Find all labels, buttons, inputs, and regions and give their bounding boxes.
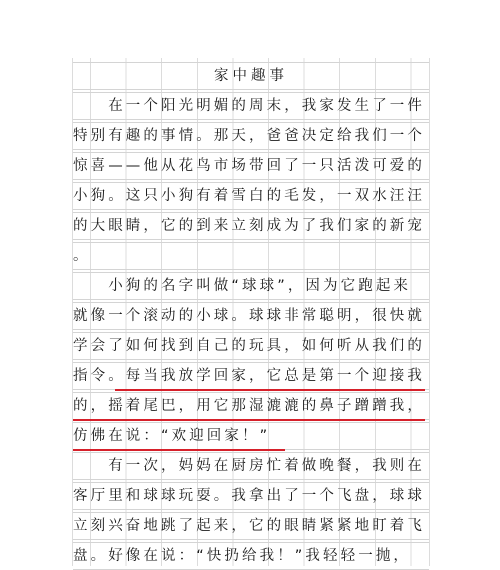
text-line: 。 bbox=[73, 248, 91, 264]
essay-title: 家中趣事 bbox=[214, 68, 288, 84]
text-line: 小狗。这只小狗有着雪白的毛发，一双水汪汪 bbox=[73, 188, 425, 204]
text-line: 立刻兴奋地跳了起来，它的眼睛紧紧地盯着飞 bbox=[73, 518, 425, 534]
text-row bbox=[73, 272, 429, 300]
text-line: 就像一个滚动的小球。球球非常聪明，很快就 bbox=[73, 308, 425, 324]
text-line: 客厅里和球球玩耍。我拿出了一个飞盘，球球 bbox=[73, 488, 425, 504]
text-line: 的大眼睛，它的到来立刻成为了我们家的新宠 bbox=[73, 218, 425, 234]
text-line: 学会了如何找到自己的玩具，如何听从我们的 bbox=[73, 338, 425, 354]
text-row bbox=[73, 212, 429, 240]
text-row bbox=[73, 302, 429, 330]
text-row bbox=[73, 152, 429, 180]
text-row-highlighted bbox=[73, 392, 429, 420]
text-line: 有一次，妈妈在厨房忙着做晚餐，我则在 bbox=[73, 458, 425, 474]
text-row bbox=[73, 242, 429, 270]
highlight-underline bbox=[73, 449, 285, 451]
text-row-highlighted bbox=[73, 362, 429, 390]
text-row bbox=[73, 452, 429, 480]
text-row bbox=[73, 122, 429, 150]
text-row bbox=[73, 182, 429, 210]
text-line: 惊喜——他从花鸟市场带回了一只活泼可爱的 bbox=[73, 158, 425, 174]
text-row bbox=[73, 512, 429, 540]
text-line: 的，摇着尾巴，用它那湿漉漉的鼻子蹭蹭我， bbox=[73, 398, 425, 414]
text-line: 盘。好像在说：“快扔给我！”我轻轻一抛， bbox=[73, 548, 412, 564]
text-line: 特别有趣的事情。那天，爸爸决定给我们一个 bbox=[73, 128, 425, 144]
essay-paper bbox=[72, 58, 430, 566]
text-line: 指令。每当我放学回家，它总是第一个迎接我 bbox=[73, 368, 425, 384]
text-row bbox=[73, 332, 429, 360]
text-line: 在一个阳光明媚的周末，我家发生了一件 bbox=[73, 98, 425, 114]
highlight-underline bbox=[73, 419, 425, 421]
text-row-highlighted bbox=[73, 422, 429, 450]
title-row bbox=[73, 62, 429, 90]
text-line: 仿佛在说：“欢迎回家！” bbox=[73, 428, 271, 444]
highlight-underline bbox=[115, 389, 425, 391]
text-row bbox=[73, 482, 429, 510]
text-line: 小狗的名字叫做“球球”，因为它跑起来 bbox=[73, 278, 412, 294]
text-row bbox=[73, 92, 429, 120]
